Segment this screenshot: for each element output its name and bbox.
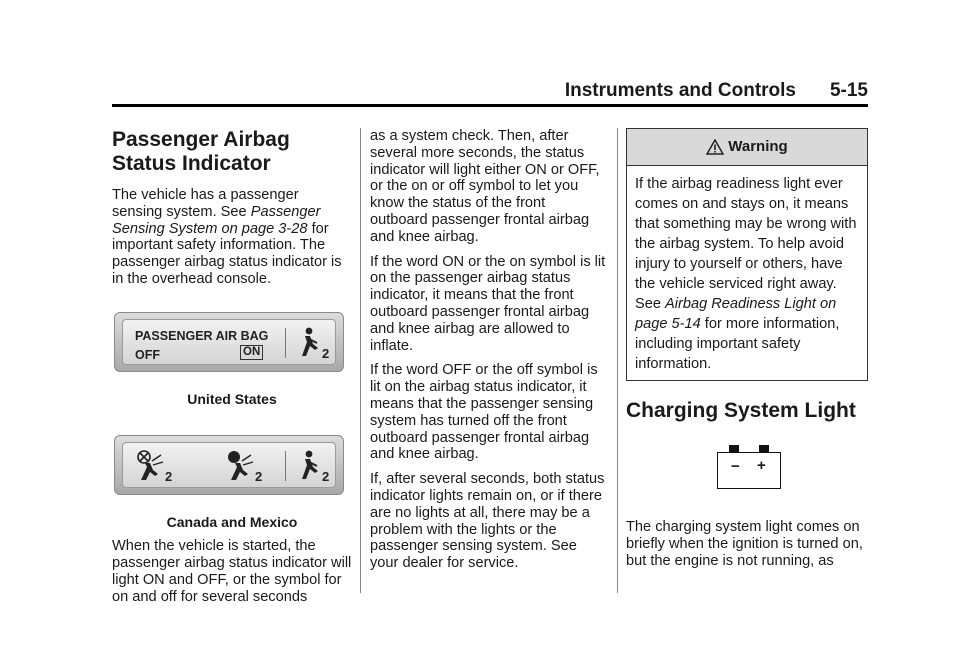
cross-reference-link[interactable]: Passenger Sensing System on page 3-28 [112,203,321,237]
paragraph [112,187,352,288]
paragraph: When the vehicle is started, the passenger airbag status indicator will light ON and OFF, or the symbol for on and off for several seconds [112,538,352,605]
page-header [112,80,868,102]
column-1 [112,128,352,614]
us-indicator-panel [114,312,344,372]
icon-number: 2 [255,468,263,483]
paragraph: If, after several seconds, both status indicator lights remain on, or if there are no lights at all, there may be a problem with the lights or the passenger sensing system. See your dealer for service. [370,471,605,572]
warning-title: Warning [728,137,788,155]
battery-minus: − [731,458,740,475]
seated-passenger-icon [293,449,333,483]
section-heading-charging: Charging System Light [626,399,856,422]
page-number: 5-15 [829,80,868,101]
column-divider-1 [360,128,361,593]
on-label: ON [240,345,263,360]
figure-caption: Canada and Mexico [166,513,298,530]
paragraph: as a system check. Then, after several more seconds, the status indicator will light either ON or OFF, or the on or off symbol to let you know the status of the front outboard passenger frontal airbag and knee airbag. [370,128,600,245]
battery-icon [717,445,781,489]
warning-box [626,128,868,381]
cross-reference-link[interactable]: Airbag Readiness Light on page 5-14 [635,296,837,332]
paragraph: If the word OFF or the off symbol is lit on the airbag status indicator, it means that the passenger sensing system has turned off the front outboard passenger frontal airbag and knee airbag. [370,362,598,463]
airbag-on-icon [223,449,267,483]
paragraph: The charging system light comes on briefly when the ignition is turned on, but the engine is not running, as [626,519,863,569]
panel-divider [285,451,286,481]
figure-caption: United States [187,390,277,407]
text: for important safety information. The passenger airbag status indicator is in the overhead console. [112,220,342,287]
text: If the airbag readiness light ever comes on and stays on, it means that something may be wrong with the airbag system. To help avoid injury to yourself or others, have the vehicle serviced right away. See [635,176,857,312]
paragraph: If the word ON or the on symbol is lit on the passenger airbag status indicator, it means that the front outboard passenger frontal airbag and knee airbag are allowed to inflate. [370,253,606,354]
section-heading-airbag: Passenger Airbag Status Indicator [112,128,290,175]
airbag-off-icon [133,449,177,483]
canada-mexico-indicator-panel [114,435,344,495]
icon-number: 2 [322,468,330,483]
seated-passenger-icon [293,326,333,360]
panel-label: PASSENGER AIR BAG [135,328,269,343]
warning-icon [706,139,724,155]
text: for more information, including important safety information. [635,316,840,372]
warning-body [627,166,867,380]
column-2 [370,128,606,580]
icon-number: 2 [165,468,173,483]
off-label: OFF [135,347,160,362]
battery-plus: + [757,457,766,474]
section-title: Instruments and Controls [564,80,796,101]
warning-header [627,129,867,166]
panel-divider [285,328,286,358]
text: The vehicle has a passenger sensing system. See [112,187,299,220]
header-rule [112,104,868,107]
column-divider-2 [617,128,618,593]
icon-number: 2 [322,345,330,360]
column-3 [626,128,870,577]
